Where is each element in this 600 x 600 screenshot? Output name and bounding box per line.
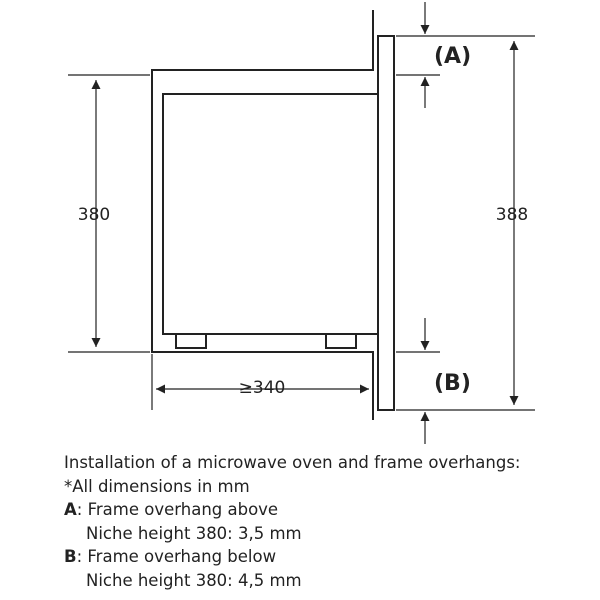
caption-b-key: B <box>64 547 77 566</box>
dimension-height-right-label: 388 <box>495 205 529 225</box>
caption <box>64 451 594 592</box>
microwave-front-frame <box>378 36 394 410</box>
caption-b-desc: : Frame overhang below <box>76 547 277 566</box>
caption-b-value: Niche height 380: 4,5 mm <box>86 570 302 590</box>
caption-a-value: Niche height 380: 3,5 mm <box>86 523 302 543</box>
overhang-a-label: (A) <box>434 44 472 69</box>
dimension-height-left-label: 380 <box>77 205 111 225</box>
overhang-b-label: (B) <box>434 371 471 396</box>
caption-b-row <box>64 545 594 569</box>
caption-title: Installation of a microwave oven and frame overhangs: <box>64 453 521 472</box>
caption-note: *All dimensions in mm <box>64 476 250 496</box>
caption-a-row <box>64 498 594 522</box>
caption-a-key: A <box>64 500 77 519</box>
microwave-foot-left <box>176 334 206 348</box>
caption-a-desc: : Frame overhang above <box>76 500 279 519</box>
dimension-depth-label: ≥340 <box>238 378 286 398</box>
microwave-body <box>163 94 378 334</box>
cabinet-outline <box>152 10 373 420</box>
microwave-foot-right <box>326 334 356 348</box>
